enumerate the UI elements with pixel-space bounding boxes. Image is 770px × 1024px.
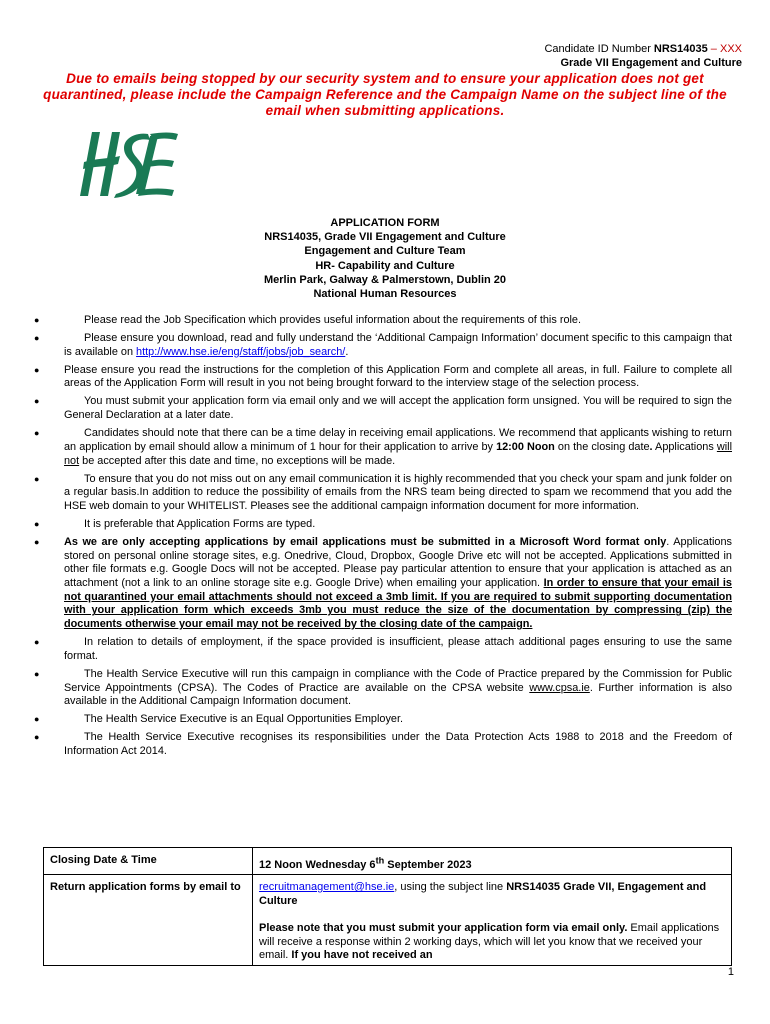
header-line-1: APPLICATION FORM [330, 217, 440, 229]
list-item: ● Please ensure you read the instructions for the completion of this Application Form and complete all areas, in full. Failure to complete all areas of the Application Form will result in you not being brought forward to the interview stage of the selection process. [34, 363, 732, 390]
grade-title: Grade VII Engagement and Culture [560, 57, 742, 69]
header-line-5: Merlin Park, Galway & Palmerstown, Dublin 20 [263, 273, 507, 286]
instructions-list [36, 314, 732, 763]
candidate-id-placeholder: – XXX [707, 43, 742, 55]
list-item: ● As we are only accepting applications by email applications must be submitted in a Microsoft Word format only. Applications stored on personal online storage sites, e.g. Onedrive, Cloud, Dropbox, Google Drive etc will not be accepted. Applications submitted in other file formats e.g. Google Docs will not be accepted. Please pay particular attention to ensure that your application is attached as an attachment (not a link to an online storage site e.g. Google Drive) when emailing your application. In order to ensure that your email is not quarantined your email attachments should not exceed a 3mb limit. If you are required to submit supporting documentation with your application form which exceeds 3mb you must reduce the size of the documentation by compressing (zip) the documents otherwise your email may not be received by the closing date of the campaign. [34, 535, 732, 631]
form-header [0, 216, 770, 301]
list-item: ● Please ensure you download, read and fully understand the ‘Additional Campaign Information’ document specific to this campaign that is available on http://www.hse.ie/eng/staff/jobs/job_search/. [34, 332, 732, 358]
page-number: 1 [727, 966, 734, 978]
list-item: ● You must submit your application form via email only and we will accept the application form unsigned. You will be required to sign the General Declaration at a later date. [34, 395, 732, 422]
list-item: ● In relation to details of employment, if the space provided is insufficient, please attach additional pages ensuring to use the same format. [34, 636, 732, 662]
bullet-icon: ● [34, 364, 40, 375]
candidate-id: NRS14035 [653, 43, 708, 55]
list-item: ● The Health Service Executive will run this campaign in compliance with the Code of Practice prepared by the Commission for Public Service Appointments (CPSA). The Codes of Practice are available on the CPSA website www.cpsa.ie. Further information is also available in the Additional Campaign Information document. [34, 667, 732, 708]
bullet-icon: ● [34, 732, 40, 743]
candidate-id-block [544, 42, 742, 70]
closing-details-table [43, 847, 732, 966]
list-item: ● Candidates should note that there can be a time delay in receiving email applications. We recommend that applicants wishing to return an application by email should allow a minimum of 1 hour for their application to arrive by 12:00 Noon on the closing date. Applications will not be accepted after this date and time, no exceptions will be made. [34, 427, 732, 467]
table-row [44, 875, 732, 966]
return-forms-value: recruitmanagement@hse.ie, using the subject line NRS14035 Grade VII, Engagement and Culture Please note that you must submit your application form via email only. Email applications will receive a response within 2 working days, which will let you know that we received your email. If you have not received an [253, 875, 732, 966]
closing-date-value: 12 Noon Wednesday 6th September 2023 [253, 848, 732, 875]
list-item: ● The Health Service Executive is an Equal Opportunities Employer. [34, 713, 404, 726]
email-warning: Due to emails being stopped by our security system and to ensure your application does not get quarantined, please include the Campaign Reference and the Campaign Name on the subject line of the email when submitting applications. [43, 71, 727, 118]
list-item: ● To ensure that you do not miss out on any email communication it is highly recommended that you check your spam and junk folder on a regular basis.In addition to reduce the possibility of emails from the NRS team being directed to spam we recommend that you add the HSE web domain to your WHITELIST. Pleases see the additional campaign information document for more information. [34, 472, 732, 512]
list-item: ● The Health Service Executive recognises its responsibilities under the Data Protection Acts 1988 to 2018 and the Freedom of Information Act 2014. [34, 731, 732, 757]
list-item: ● It is preferable that Application Forms are typed. [34, 517, 316, 530]
header-line-2: NRS14035, Grade VII Engagement and Culture [264, 231, 506, 244]
cpsa-link[interactable]: www.cpsa.ie [529, 681, 590, 694]
bullet-icon: ● [34, 668, 40, 679]
bullet-icon: ● [34, 333, 40, 343]
hse-logo-icon [78, 128, 180, 200]
list-item: ● Please read the Job Specification which provides useful information about the requirements of this role. [34, 314, 582, 326]
return-forms-label: Return application forms by email to [44, 875, 253, 966]
candidate-id-line [544, 42, 742, 56]
table-row [44, 848, 732, 875]
bullet-icon: ● [34, 637, 40, 648]
recruit-email-link[interactable]: recruitmanagement@hse.ie [259, 881, 395, 894]
bullet-icon: ● [34, 473, 40, 484]
closing-date-label: Closing Date & Time [44, 848, 253, 875]
header-line-6: National Human Resources [313, 288, 457, 301]
bullet-icon: ● [34, 518, 40, 529]
bullet-icon: ● [34, 714, 40, 725]
bullet-icon: ● [34, 536, 40, 547]
jobs-search-link[interactable]: http://www.hse.ie/eng/staff/jobs/job_search/ [136, 345, 346, 358]
bullet-icon: ● [34, 428, 40, 439]
header-line-4: HR- Capability and Culture [315, 259, 455, 272]
bullet-icon: ● [34, 315, 40, 325]
candidate-id-prefix: Candidate ID Number [544, 43, 654, 55]
bullet-icon: ● [34, 396, 40, 407]
header-line-3: Engagement and Culture Team [304, 245, 466, 258]
